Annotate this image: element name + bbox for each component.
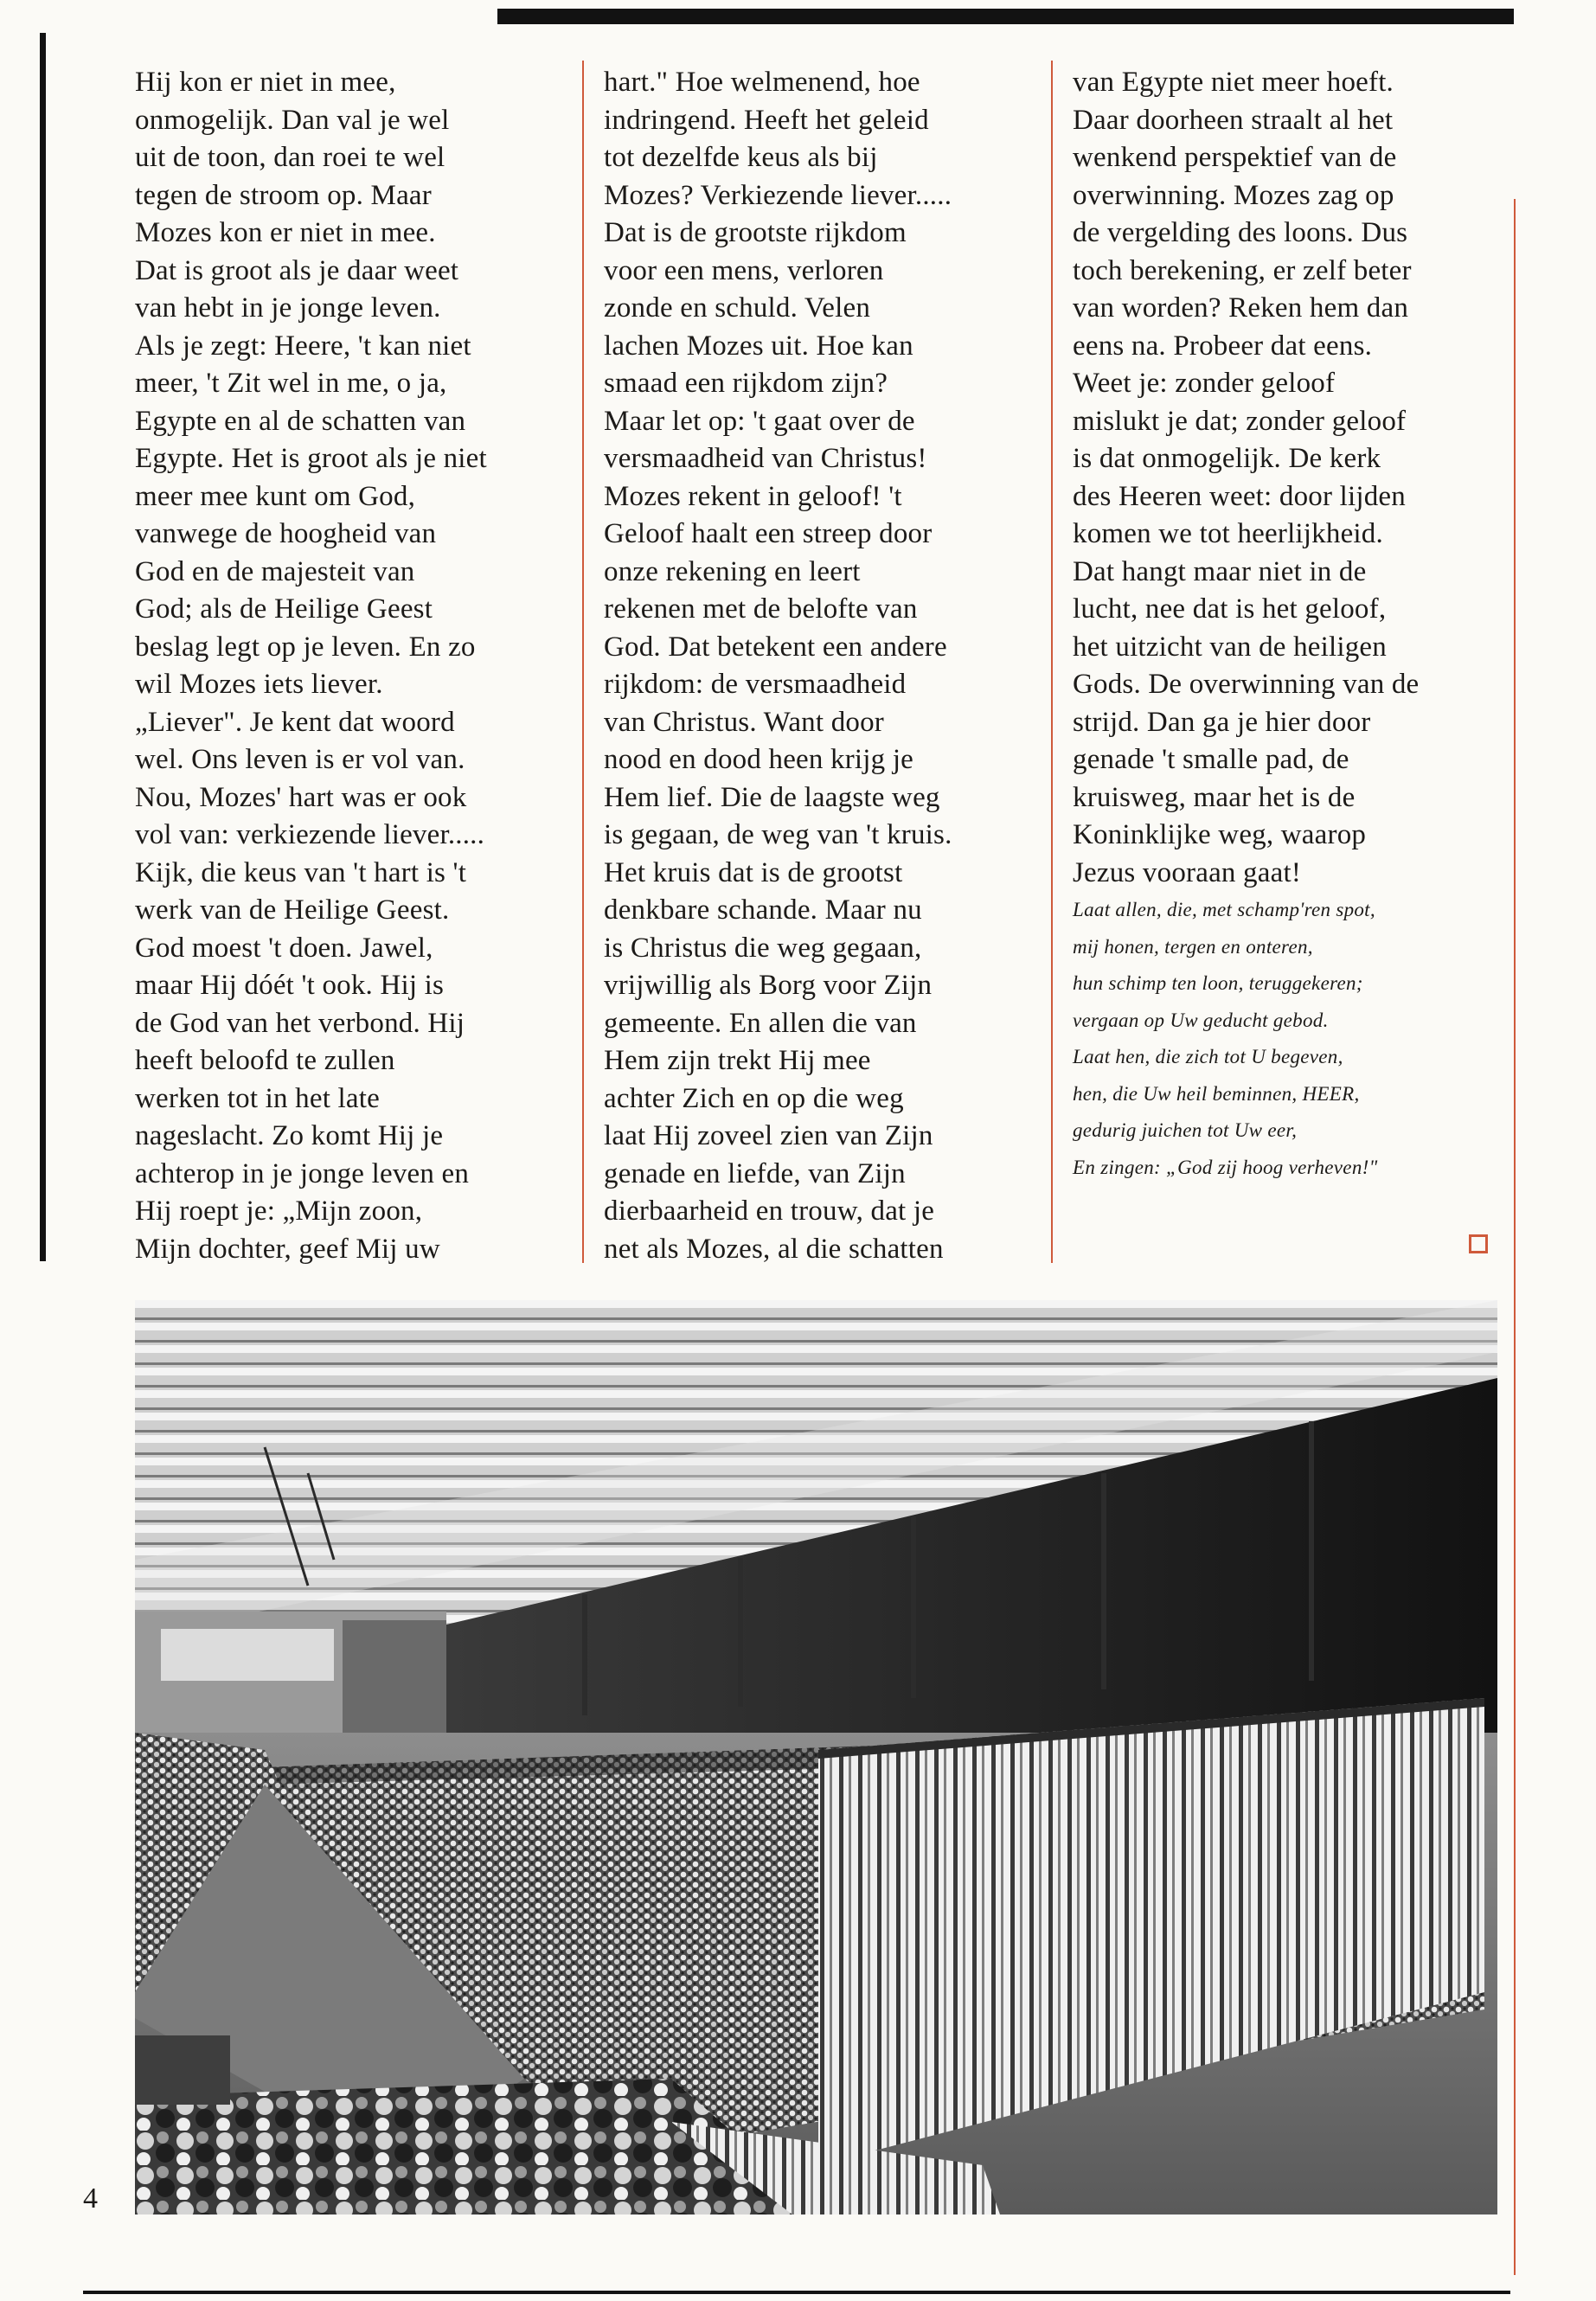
text-line: Hij roept je: „Mijn zoon, — [135, 1195, 423, 1227]
text-line: rijkdom: de versmaadheid — [604, 669, 907, 700]
text-line: is gegaan, de weg van 't kruis. — [604, 819, 952, 850]
text-line: lachen Mozes uit. Hoe kan — [604, 330, 913, 362]
left-margin-rule — [40, 33, 46, 1261]
text-line: eens na. Probeer dat eens. — [1073, 330, 1373, 362]
text-line: versmaadheid van Christus! — [604, 443, 927, 474]
text-line: nageslacht. Zo komt Hij je — [135, 1120, 444, 1151]
text-column-3 — [1073, 64, 1419, 1186]
text-line: meer mee kunt om God, — [135, 480, 416, 512]
text-line: werk van de Heilige Geest. — [135, 894, 450, 926]
text-line: vanwege de hoogheid van — [135, 518, 437, 549]
bottom-rule — [83, 2291, 1510, 2294]
text-line: nood en dood heen krijg je — [604, 744, 914, 775]
text-line: maar Hij dóét 't ook. Hij is — [135, 970, 445, 1001]
text-line: Dat hangt maar niet in de — [1073, 555, 1367, 587]
text-line: overwinning. Mozes zag op — [1073, 179, 1394, 211]
text-line: de God van het verbond. Hij — [135, 1007, 465, 1039]
text-line: Mijn dochter, geef Mij uw — [135, 1233, 440, 1265]
text-line: Kijk, die keus van 't hart is 't — [135, 856, 467, 888]
end-of-article-mark — [1469, 1234, 1488, 1253]
text-line: werken tot in het late — [135, 1082, 380, 1114]
text-line: Dat is groot als je daar weet — [135, 254, 459, 286]
text-line: onze rekening en leert — [604, 555, 861, 587]
text-line: Als je zegt: Heere, 't kan niet — [135, 330, 471, 362]
text-line: gemeente. En allen die van — [604, 1007, 917, 1039]
poem-line: vergaan op Uw geducht gebod. — [1073, 1009, 1329, 1031]
text-line: achterop in je jonge leven en — [135, 1157, 470, 1189]
text-line: Mozes rekent in geloof! 't — [604, 480, 902, 512]
text-line: het uitzicht van de heiligen — [1073, 631, 1387, 663]
poem-line: gedurig juichen tot Uw eer, — [1073, 1119, 1298, 1141]
column-divider-2 — [1051, 61, 1053, 1263]
right-margin-rule — [1514, 199, 1516, 2275]
text-line: Dat is de grootste rijkdom — [604, 217, 907, 248]
poem-line: hun schimp ten loon, teruggekeren; — [1073, 972, 1363, 994]
text-line: Jezus vooraan gaat! — [1073, 856, 1302, 888]
text-line: laat Hij zoveel zien van Zijn — [604, 1120, 933, 1151]
text-line: Hem zijn trekt Hij mee — [604, 1045, 871, 1076]
text-line: de vergelding des loons. Dus — [1073, 217, 1408, 248]
text-line: Egypte en al de schatten van — [135, 405, 466, 437]
text-line: Weet je: zonder geloof — [1073, 368, 1336, 399]
poem-line: En zingen: „God zij hoog verheven!" — [1073, 1156, 1378, 1178]
text-line: van Christus. Want door — [604, 706, 884, 738]
text-line: is Christus die weg gegaan, — [604, 932, 922, 964]
text-line: indringend. Heeft het geleid — [604, 104, 929, 136]
text-line: Maar let op: 't gaat over de — [604, 405, 915, 437]
text-line: denkbare schande. Maar nu — [604, 894, 922, 926]
text-line: des Heeren weet: door lijden — [1073, 480, 1406, 512]
text-line: is dat onmogelijk. De kerk — [1073, 443, 1381, 474]
text-column-1 — [135, 64, 487, 1268]
text-line: Egypte. Het is groot als je niet — [135, 443, 487, 474]
text-line: rekenen met de belofte van — [604, 593, 918, 625]
text-line: God. Dat betekent een andere — [604, 631, 947, 663]
text-line: Mozes? Verkiezende liever..... — [604, 179, 952, 211]
text-line: dierbaarheid en trouw, dat je — [604, 1195, 935, 1227]
text-line: vol van: verkiezende liever..... — [135, 819, 485, 850]
text-column-2 — [604, 64, 952, 1268]
text-line: Daar doorheen straalt al het — [1073, 104, 1394, 136]
text-line: genade en liefde, van Zijn — [604, 1157, 906, 1189]
page-number: 4 — [83, 2182, 98, 2214]
text-line: Hij kon er niet in mee, — [135, 67, 396, 98]
text-line: mislukt je dat; zonder geloof — [1073, 405, 1407, 437]
text-line: van Egypte niet meer hoeft. — [1073, 67, 1394, 98]
text-line: Gods. De overwinning van de — [1073, 669, 1420, 700]
text-line: net als Mozes, al die schatten — [604, 1233, 944, 1265]
text-line: wil Mozes iets liever. — [135, 669, 383, 700]
text-line: uit de toon, dan roei te wel — [135, 142, 445, 173]
text-line: meer, 't Zit wel in me, o ja, — [135, 368, 447, 399]
text-line: strijd. Dan ga je hier door — [1073, 706, 1371, 738]
poem-line: hen, die Uw heil beminnen, HEER, — [1073, 1082, 1360, 1105]
poem-line: Laat hen, die zich tot U begeven, — [1073, 1046, 1343, 1067]
poem-line: Laat allen, die, met schamp'ren spot, — [1073, 899, 1375, 920]
text-line: lucht, nee dat is het geloof, — [1073, 593, 1387, 625]
text-line: smaad een rijkdom zijn? — [604, 368, 888, 399]
text-line: van hebt in je jonge leven. — [135, 292, 441, 324]
text-line: God moest 't doen. Jawel, — [135, 932, 433, 964]
text-line: heeft beloofd te zullen — [135, 1045, 395, 1076]
text-line: Geloof haalt een streep door — [604, 518, 933, 549]
text-line: zonde en schuld. Velen — [604, 292, 871, 324]
text-line: Nou, Mozes' hart was er ook — [135, 781, 467, 813]
text-line: Hem lief. Die de laagste weg — [604, 781, 940, 813]
text-line: „Liever". Je kent dat woord — [135, 706, 455, 738]
text-line: genade 't smalle pad, de — [1073, 744, 1349, 775]
text-line: vrijwillig als Borg voor Zijn — [604, 970, 933, 1001]
text-line: tot dezelfde keus als bij — [604, 142, 878, 173]
text-line: kruisweg, maar het is de — [1073, 781, 1356, 813]
top-rule — [497, 9, 1514, 24]
text-line: wel. Ons leven is er vol van. — [135, 744, 465, 775]
text-line: komen we tot heerlijkheid. — [1073, 518, 1383, 549]
text-line: Het kruis dat is de grootst — [604, 856, 903, 888]
text-line: beslag legt op je leven. En zo — [135, 631, 476, 663]
text-line: wenkend perspektief van de — [1073, 142, 1397, 173]
text-line: God; als de Heilige Geest — [135, 593, 433, 625]
text-line: toch berekening, er zelf beter — [1073, 254, 1412, 286]
text-line: hart." Hoe welmenend, hoe — [604, 67, 920, 98]
text-line: God en de majesteit van — [135, 555, 415, 587]
text-line: Koninklijke weg, waarop — [1073, 819, 1367, 850]
text-line: tegen de stroom op. Maar — [135, 179, 432, 211]
poem-line: mij honen, tergen en onteren, — [1073, 935, 1313, 958]
text-line: voor een mens, verloren — [604, 254, 884, 286]
photo-congregation-hall — [135, 1300, 1497, 2214]
text-line: achter Zich en op die weg — [604, 1082, 904, 1114]
text-line: onmogelijk. Dan val je wel — [135, 104, 450, 136]
text-line: Mozes kon er niet in mee. — [135, 217, 436, 248]
column-divider-1 — [582, 61, 584, 1263]
text-line: van worden? Reken hem dan — [1073, 292, 1409, 324]
